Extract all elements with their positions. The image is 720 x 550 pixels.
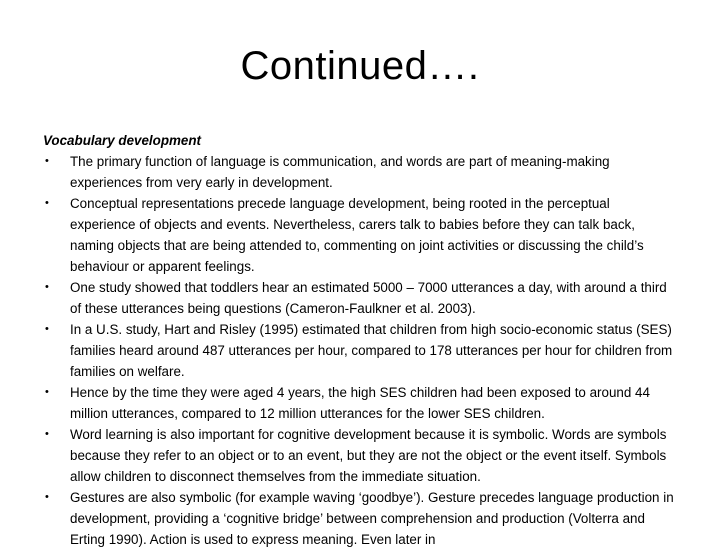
bullet-text: In a U.S. study, Hart and Risley (1995) estimated that children from high socio-economic status (SES) families heard around 487 utterances per hour, compared to 178 utterances per hour for children from families on welfare.	[70, 322, 673, 379]
bullet-item	[43, 382, 677, 424]
bullet-text: The primary function of language is communication, and words are part of meaning-making experiences from very early in development.	[70, 154, 610, 190]
bullet-text: Hence by the time they were aged 4 years, the high SES children had been exposed to around 44 million utterances, compared to 12 million utterances for the lower SES children.	[70, 385, 650, 421]
bullet-icon: •	[45, 491, 49, 503]
slide-content	[43, 130, 677, 550]
bullet-list	[43, 151, 677, 550]
bullet-icon: •	[45, 197, 49, 209]
bullet-item	[43, 277, 677, 319]
bullet-item	[43, 424, 677, 487]
bullet-icon: •	[45, 386, 49, 398]
section-heading: Vocabulary development	[43, 133, 202, 148]
bullet-icon: •	[45, 155, 49, 167]
bullet-item	[43, 151, 677, 193]
bullet-icon: •	[45, 323, 49, 335]
bullet-text: Conceptual representations precede language development, being rooted in the perceptual experience of objects and events. Nevertheless, carers talk to babies before they can talk back, naming objects that are being attended to, commenting on joint activities or discussing the child’s behaviour or apparent feelings.	[70, 196, 644, 274]
slide-title: Continued….	[240, 44, 480, 88]
bullet-item	[43, 319, 677, 382]
bullet-item	[43, 487, 677, 550]
bullet-icon: •	[45, 428, 49, 440]
bullet-icon: •	[45, 281, 49, 293]
bullet-text: Gestures are also symbolic (for example waving ‘goodbye’). Gesture precedes language production in development, providing a ‘cognitive bridge’ between comprehension and production (Volterra and Erting 1990). Action is used to express meaning. Even later in	[70, 490, 674, 547]
bullet-text: Word learning is also important for cognitive development because it is symbolic. Words are symbols because they refer to an object or to an event, but they are not the object or the event itself. Symbols allow children to disconnect themselves from the immediate situation.	[70, 427, 667, 484]
bullet-item	[43, 193, 677, 277]
bullet-text: One study showed that toddlers hear an estimated 5000 – 7000 utterances a day, with around a third of these utterances being questions (Cameron-Faulkner et al. 2003).	[70, 280, 667, 316]
